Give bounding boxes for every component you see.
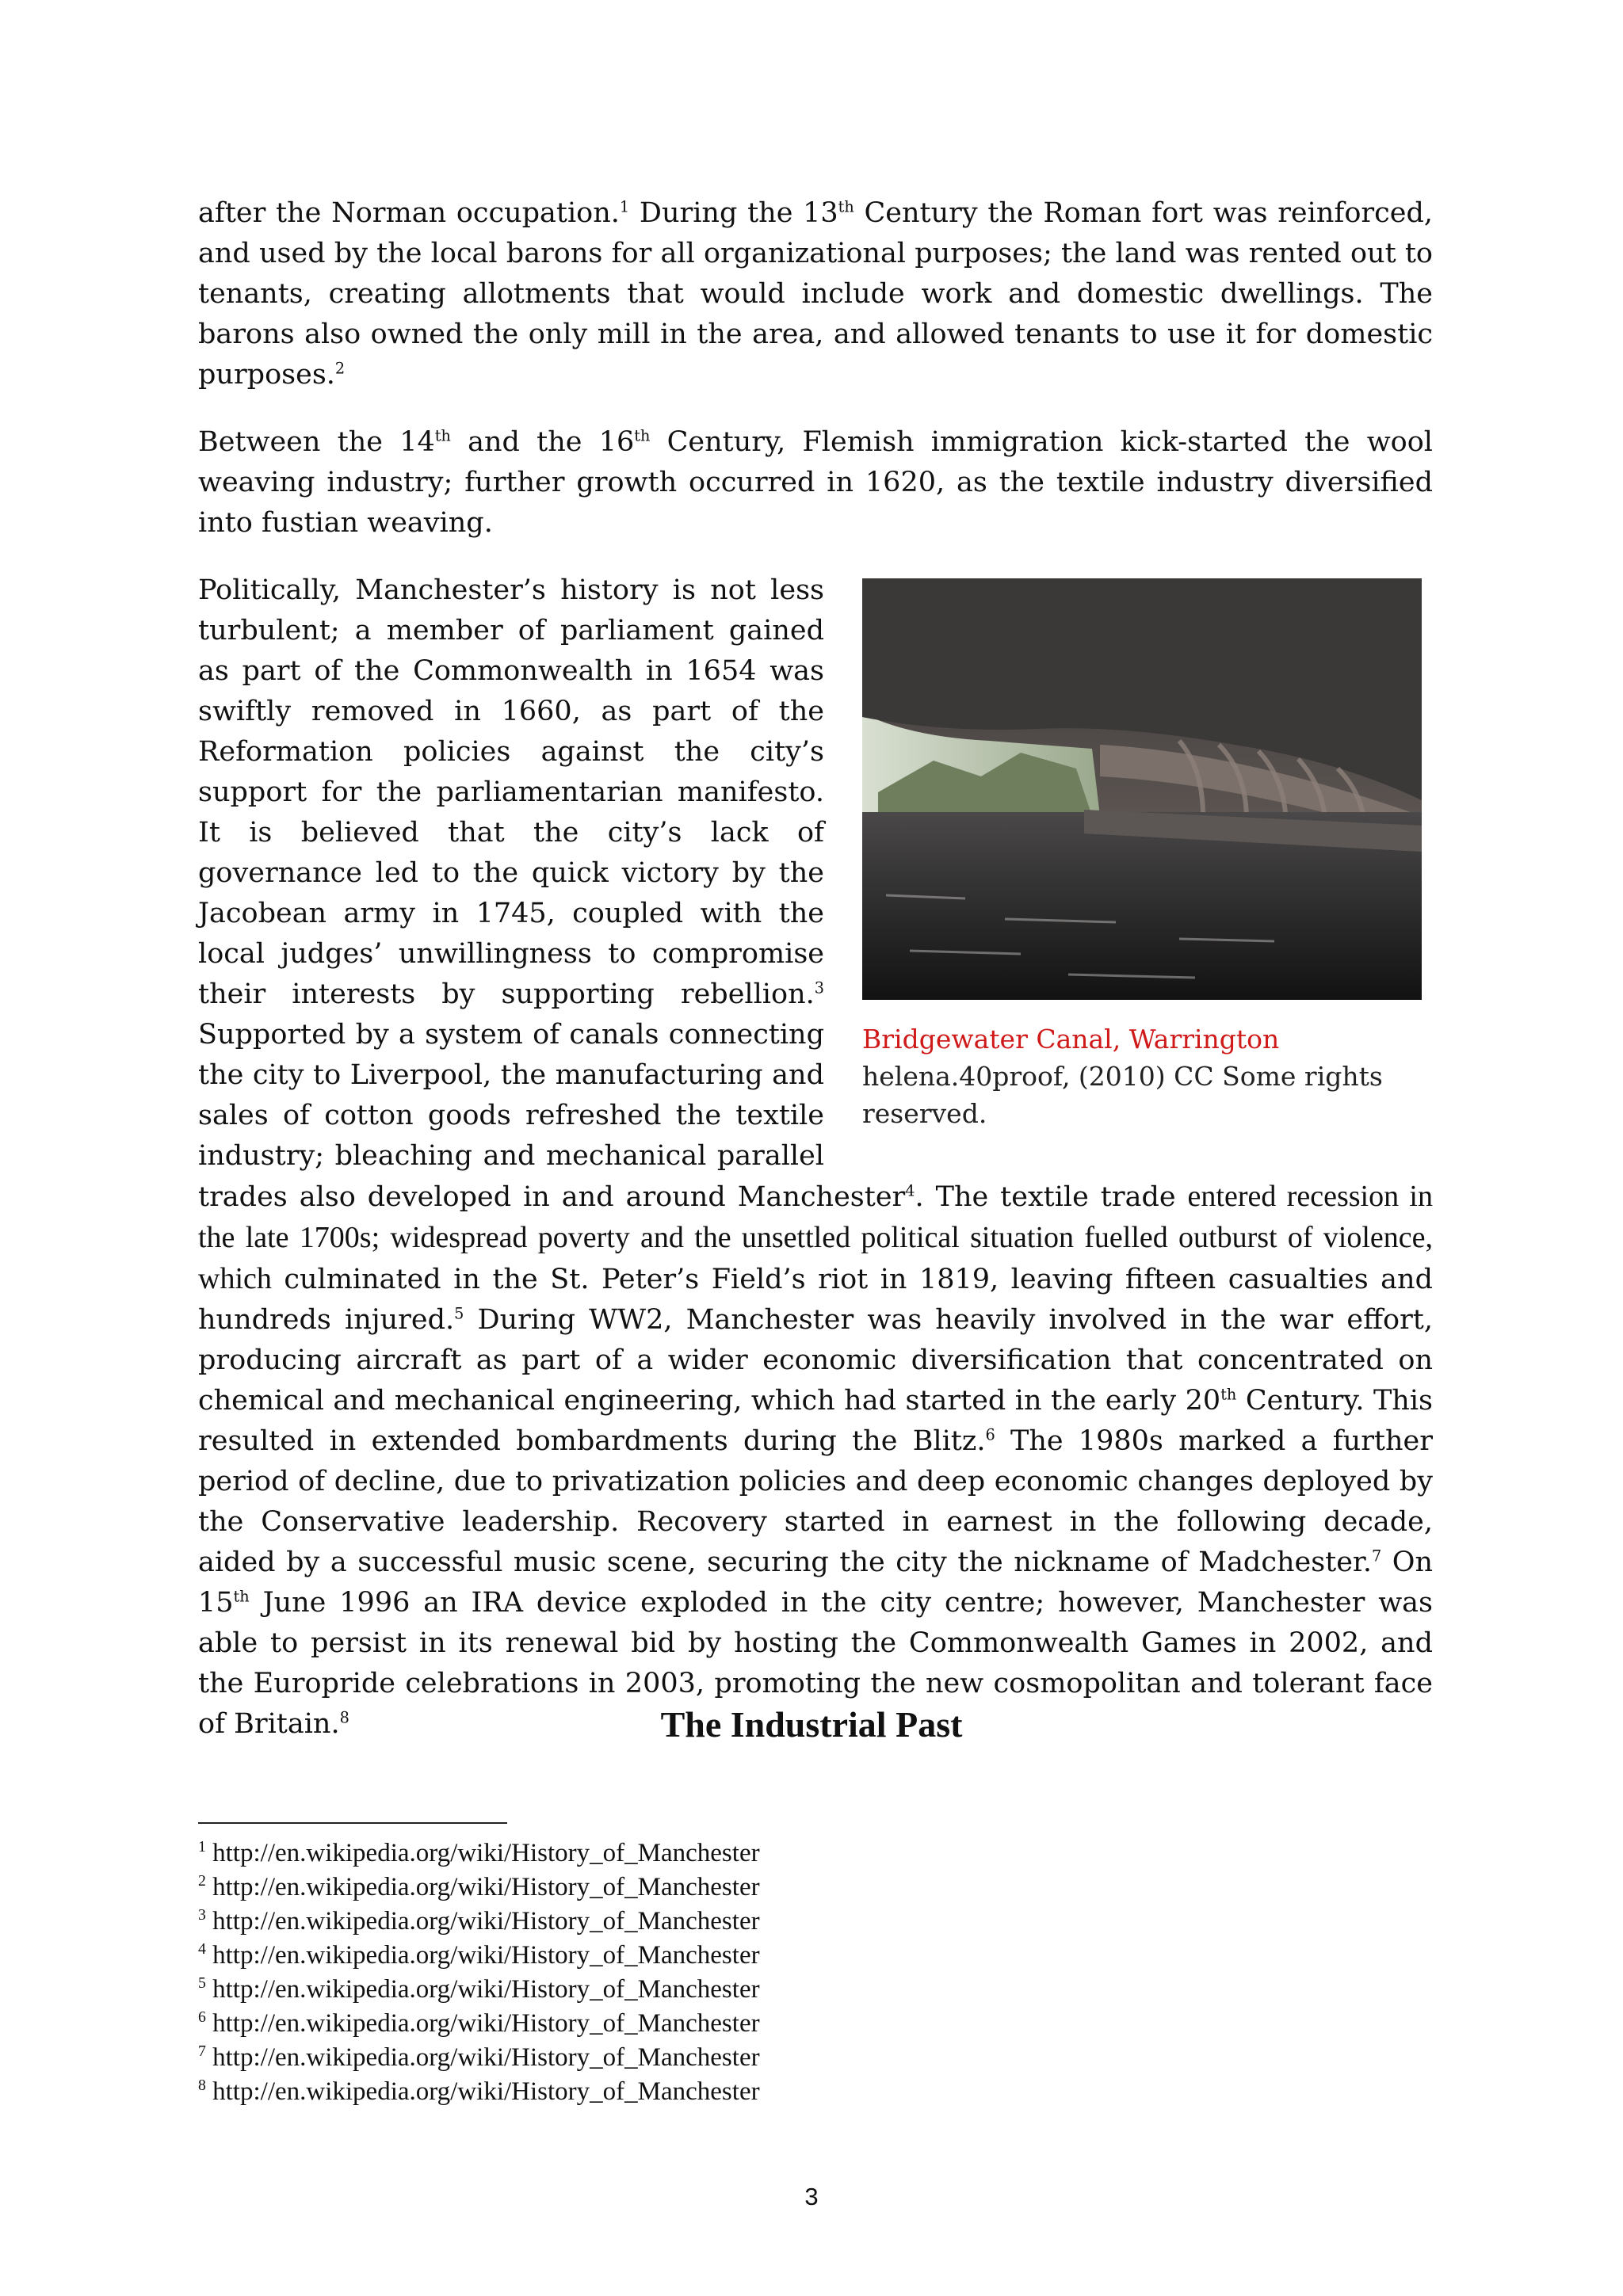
figure-bridgewater-canal bbox=[862, 578, 1433, 1132]
footnote-ref-8[interactable]: 8 bbox=[339, 1708, 349, 1727]
ordinal-suffix: th bbox=[634, 426, 651, 445]
caption-credit: helena.40proof, (2010) CC Some rights reserved. bbox=[862, 1061, 1383, 1129]
footnote-item bbox=[198, 1836, 760, 1871]
footnote-item bbox=[198, 2007, 760, 2041]
figure-caption bbox=[862, 1020, 1433, 1132]
footnote-item bbox=[198, 1973, 760, 2007]
text-run: Century. This resulted in extended bombardments during the Blitz. bbox=[198, 1385, 1433, 1457]
footnote-item bbox=[198, 1939, 760, 1973]
footnote-link[interactable]: http://en.wikipedia.org/wiki/History_of_Manchester bbox=[212, 2009, 760, 2038]
page-number: 3 bbox=[804, 2183, 819, 2210]
footnote-link[interactable]: http://en.wikipedia.org/wiki/History_of_Manchester bbox=[212, 1839, 760, 1867]
footnote-link[interactable]: http://en.wikipedia.org/wiki/History_of_Manchester bbox=[212, 1907, 760, 1936]
ordinal-suffix: th bbox=[838, 197, 854, 216]
canal-bridge-photo bbox=[862, 578, 1422, 1000]
footnote-ref-5[interactable]: 5 bbox=[454, 1304, 464, 1323]
ordinal-suffix: th bbox=[1220, 1385, 1237, 1404]
text-run: Supported by a system of canals connecting the city to Liverpool, the manufacturing and sales of cotton goods refreshed the textile industry; bleaching and mechanical parallel trades also developed in and around Manchester bbox=[198, 1019, 906, 1213]
footnote-number: 1 bbox=[198, 1838, 206, 1855]
text-run: Century the Roman fort was reinforced, and used by the local barons for all organizational purposes; the land was rented out to tenants, creating allotments that would include work and domestic dwellings. The barons also owned the only mill in the area, and allowed tenants to use it for domestic purposes. bbox=[198, 197, 1433, 391]
footnote-number: 7 bbox=[198, 2042, 206, 2060]
footnote-list bbox=[198, 1836, 760, 2109]
text-run: June 1996 an IRA device exploded in the city centre; however, Manchester was able to persist in its renewal bid by hosting the Commonwealth Games in 2002, and the Europride celebrations in 2003, promoting the new cosmopolitan and tolerant face of Britain. bbox=[198, 1587, 1433, 1740]
footnote-item bbox=[198, 1871, 760, 1905]
footnote-ref-3[interactable]: 3 bbox=[814, 978, 824, 997]
footnote-number: 8 bbox=[198, 2077, 206, 2094]
text-run: after the Norman occupation. bbox=[198, 197, 620, 229]
text-run: and the 16 bbox=[450, 426, 635, 458]
footnote-number: 3 bbox=[198, 1906, 206, 1924]
footnote-link[interactable]: http://en.wikipedia.org/wiki/History_of_Manchester bbox=[212, 1941, 760, 1970]
footnote-ref-6[interactable]: 6 bbox=[985, 1425, 995, 1444]
body-text bbox=[198, 193, 1433, 1772]
footnote-link[interactable]: http://en.wikipedia.org/wiki/History_of_Manchester bbox=[212, 2043, 760, 2072]
footnote-number: 6 bbox=[198, 2008, 206, 2026]
ordinal-suffix: th bbox=[434, 426, 451, 445]
footnote-item bbox=[198, 1905, 760, 1939]
text-run: On 15 bbox=[198, 1547, 1433, 1619]
section-heading: The Industrial Past bbox=[660, 1704, 963, 1745]
text-run: The 1980s marked a further period of decline, due to privatization policies and deep economic changes deployed by the Conservative leadership. Recovery started in earnest in the following decade, aided by a successful music scene, securing the city the nickname of Madchester. bbox=[198, 1425, 1433, 1578]
footnote-link[interactable]: http://en.wikipedia.org/wiki/History_of_Manchester bbox=[212, 1873, 760, 1901]
text-run: During WW2, Manchester was heavily involved in the war effort, producing aircraft as part of a wider economic diversification that concentrated on chemical and mechanical engineering, which had started in the early 20 bbox=[198, 1304, 1433, 1417]
text-run: culminated in the St. Peter’s Field’s riot in 1819, leaving fifteen casualties and hundreds injured. bbox=[198, 1264, 1433, 1336]
footnote-link[interactable]: http://en.wikipedia.org/wiki/History_of_Manchester bbox=[212, 1975, 760, 2004]
text-run: . The textile trade bbox=[915, 1181, 1188, 1213]
footnote-separator bbox=[198, 1822, 507, 1824]
text-run: Century, Flemish immigration kick-started the wool weaving industry; further growth occurred in 1620, as the textile industry diversified into fustian weaving. bbox=[198, 426, 1433, 539]
footnote-ref-7[interactable]: 7 bbox=[1371, 1547, 1382, 1566]
text-run: Politically, Manchester’s history is not less turbulent; a member of parliament gained as part of the Commonwealth in 1654 was swiftly removed in 1660, as part of the Reformation policies against the city’s support for the parliamentarian manifesto. It is believed that the city’s lack of governance led to the quick victory by the Jacobean army in 1745, coupled with the local judges’ unwillingness to compromise their interests by supporting rebellion. bbox=[198, 574, 824, 1010]
footnote-ref-4[interactable]: 4 bbox=[905, 1181, 915, 1200]
caption-title: Bridgewater Canal, Warrington bbox=[862, 1024, 1280, 1055]
footnote-ref-1[interactable]: 1 bbox=[619, 197, 630, 216]
footnote-number: 2 bbox=[198, 1872, 206, 1890]
footnote-item bbox=[198, 2041, 760, 2075]
footnote-number: 4 bbox=[198, 1940, 206, 1958]
paragraph-norman bbox=[198, 193, 1433, 395]
footnote-number: 5 bbox=[198, 1974, 206, 1992]
footnote-link[interactable]: http://en.wikipedia.org/wiki/History_of_Manchester bbox=[212, 2077, 760, 2106]
footnote-ref-2[interactable]: 2 bbox=[334, 359, 346, 378]
ordinal-suffix: th bbox=[233, 1587, 250, 1606]
text-run-serif: entered recession in the late 1700s; widespread poverty and the unsettled political situation fuelled outburst of violence, which bbox=[198, 1180, 1433, 1295]
text-run: Between the 14 bbox=[198, 426, 435, 458]
paragraph-flemish bbox=[198, 422, 1433, 543]
footnote-item bbox=[198, 2075, 760, 2109]
text-run: During the 13 bbox=[629, 197, 838, 229]
